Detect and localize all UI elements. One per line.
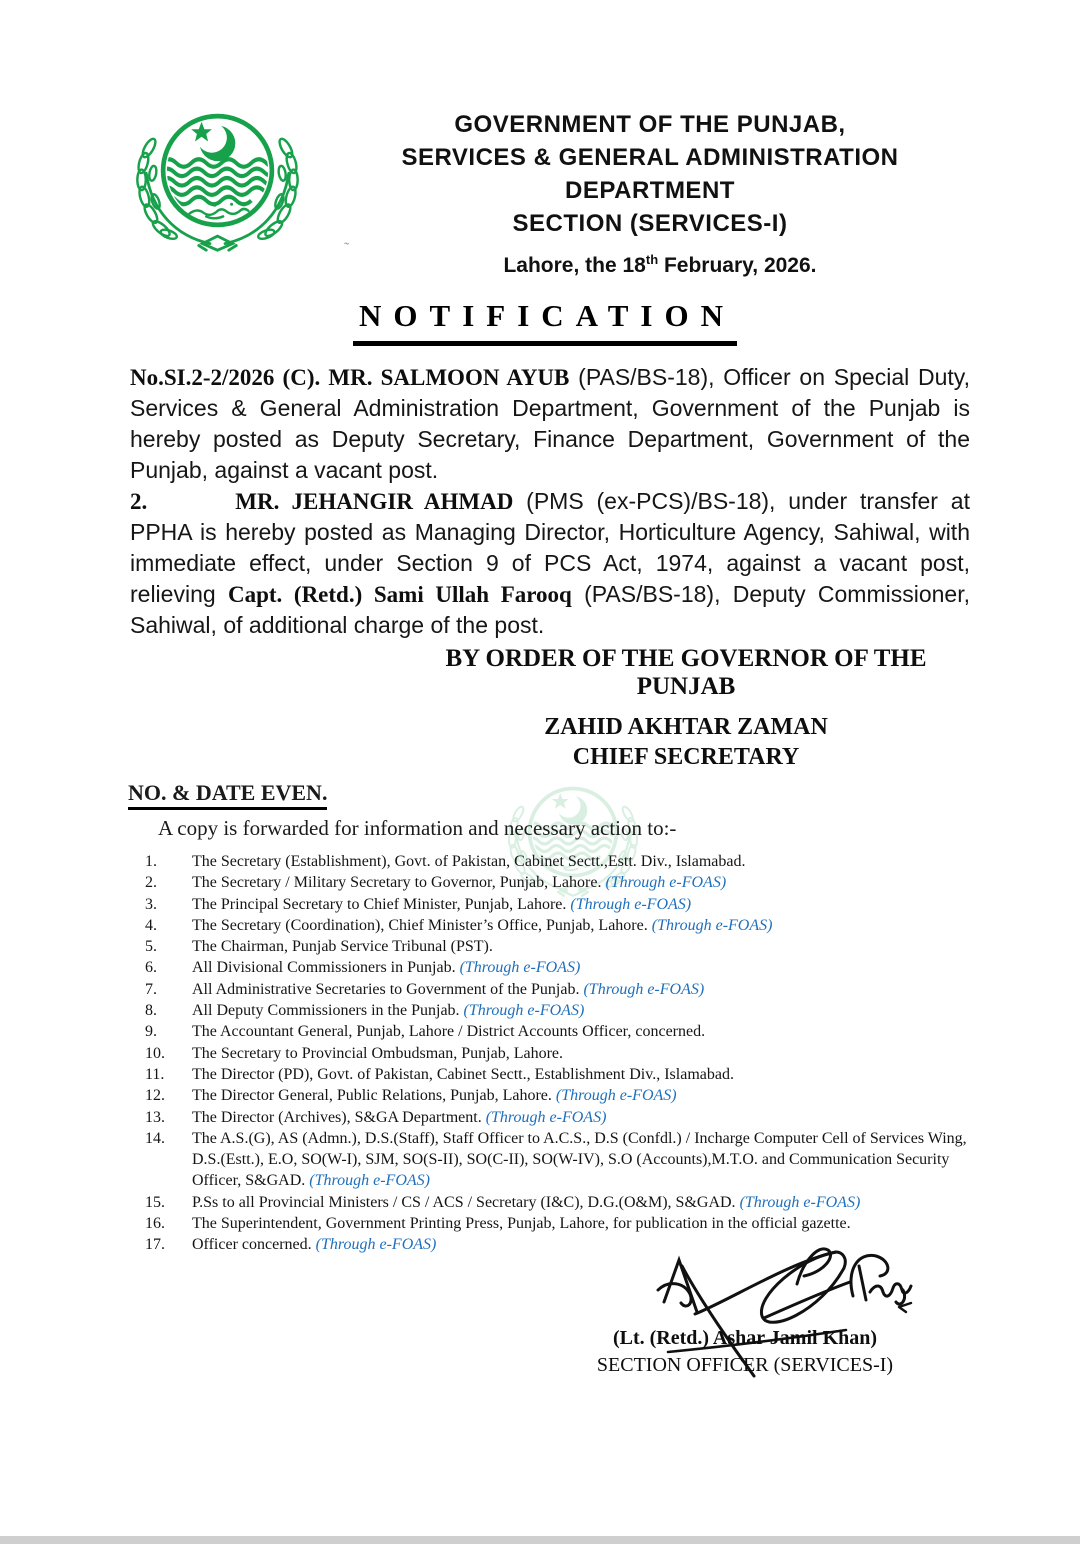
recipient-description: All Deputy Commissioners in the Punjab. — [192, 1002, 460, 1020]
signatory-block — [402, 712, 970, 772]
recipient-text — [192, 1128, 987, 1192]
recipient-description: The Accountant General, Punjab, Lahore / District Accounts Officer, concerned. — [192, 1023, 706, 1041]
recipient-row — [145, 1213, 987, 1234]
recipient-description: The Director General, Public Relations, Punjab, Lahore. — [192, 1087, 552, 1105]
recipient-row — [145, 915, 987, 936]
efoas-note: (Through e-FOAS) — [463, 1002, 585, 1020]
recipient-number: 11. — [145, 1065, 165, 1083]
efoas-note: (Through e-FOAS) — [459, 959, 581, 977]
no-and-date-heading-text: NO. & DATE EVEN. — [128, 780, 327, 810]
recipient-number: 12. — [145, 1087, 165, 1105]
recipient-description: The Director (Archives), S&GA Department. — [192, 1108, 482, 1126]
title-wrap — [130, 298, 960, 346]
paragraph-2-number: 2. — [130, 489, 148, 514]
efoas-note: (Through e-FOAS) — [605, 874, 727, 892]
date-line — [340, 252, 980, 278]
header-line-4: SECTION (SERVICES-I) — [512, 210, 788, 237]
recipient-row — [145, 1000, 987, 1021]
recipient-number: 10. — [145, 1044, 165, 1062]
recipient-number: 9. — [145, 1023, 157, 1041]
recipient-text — [192, 1000, 987, 1021]
efoas-note: (Through e-FOAS) — [739, 1193, 861, 1211]
recipient-description: P.Ss to all Provincial Ministers / CS / ACS / Secretary (I&C), D.G.(O&M), S&GAD. — [192, 1193, 736, 1211]
recipient-number: 1. — [145, 853, 157, 870]
paragraph-2-body-1: (PMS (ex-PCS)/BS-18), under transfer at PPHA is hereby posted as Managing Director, Horticulture Agency, Sahiwal, with immediate effect, under Section 9 of PCS Act, 1974, against a vacant post, relieving — [130, 488, 970, 607]
no-and-date-heading — [128, 780, 327, 806]
paragraph-1 — [130, 362, 970, 486]
recipient-text — [192, 979, 987, 1000]
efoas-note: (Through e-FOAS) — [570, 895, 692, 913]
recipient-row — [145, 979, 987, 1000]
recipient-text — [192, 1107, 987, 1128]
recipient-description: The A.S.(G), AS (Admn.), D.S.(Staff), Staff Officer to A.C.S., D.S (Confdl.) / Incharge Computer Cell of Services Wing, D.S.(Estt.), E.O, SO(W-I), SJM, SO(S-II), SO(C-II), SO(W-IV), S.O (Accounts),M.T.O. and Communication Security Officer, S&GAD. — [192, 1129, 967, 1190]
header-line-3: DEPARTMENT — [565, 177, 735, 204]
recipient-text — [192, 851, 987, 872]
recipient-row — [145, 1064, 987, 1085]
recipient-description: Officer concerned. — [192, 1236, 312, 1254]
distribution-list — [145, 851, 987, 1256]
efoas-note: (Through e-FOAS) — [309, 1172, 430, 1190]
recipient-number: 13. — [145, 1108, 165, 1126]
recipient-number: 3. — [145, 895, 157, 913]
page-title: NOTIFICATION — [353, 298, 737, 346]
recipient-description: The Principal Secretary to Chief Minister, Punjab, Lahore. — [192, 895, 567, 913]
recipient-description: All Divisional Commissioners in Punjab. — [192, 959, 456, 977]
recipient-description: The Secretary (Coordination), Chief Minister’s Office, Punjab, Lahore. — [192, 916, 648, 934]
recipient-row — [145, 1192, 987, 1213]
header-line-2: SERVICES & GENERAL ADMINISTRATION — [401, 144, 899, 171]
recipient-row — [145, 936, 987, 957]
recipient-number: 6. — [145, 959, 157, 977]
recipient-description: The Superintendent, Government Printing Press, Punjab, Lahore, for publication in the official gazette. — [192, 1215, 851, 1233]
recipient-text — [192, 915, 987, 936]
signatory-name: ZAHID AKHTAR ZAMAN — [544, 714, 828, 740]
scan-bottom-edge — [0, 1536, 1080, 1544]
recipient-text — [192, 1085, 987, 1106]
recipient-description: The Chairman, Punjab Service Tribunal (PST). — [192, 938, 493, 956]
recipient-row — [145, 1107, 987, 1128]
header-line-1: GOVERNMENT OF THE PUNJAB, — [454, 111, 846, 138]
recipient-description: The Secretary / Military Secretary to Governor, Punjab, Lahore. — [192, 874, 602, 892]
recipient-text — [192, 957, 987, 978]
recipient-text — [192, 1064, 987, 1085]
paragraph-2 — [130, 486, 970, 641]
scan-artifact-mark: ˜ — [344, 240, 350, 257]
recipient-description: All Administrative Secretaries to Government of the Punjab. — [192, 980, 580, 998]
department-header — [320, 108, 980, 240]
punjab-crest-logo — [120, 103, 315, 253]
recipient-text — [192, 1234, 987, 1255]
recipient-description: The Secretary to Provincial Ombudsman, Punjab, Lahore. — [192, 1044, 564, 1062]
efoas-note: (Through e-FOAS) — [315, 1236, 437, 1254]
recipient-row — [145, 957, 987, 978]
recipient-text — [192, 1213, 987, 1234]
recipient-row — [145, 872, 987, 893]
signer-name: (Lt. (Retd.) Ashar Jamil Khan) — [612, 1327, 878, 1349]
efoas-note: (Through e-FOAS) — [555, 1087, 677, 1105]
recipient-number: 2. — [145, 874, 157, 892]
recipient-description: The Secretary (Establishment), Govt. of Pakistan, Cabinet Sectt.,Estt. Div., Islamabad. — [192, 853, 746, 870]
paragraph-2-body-2: (PAS/BS-18), Deputy Commissioner, Sahiwal, of additional charge of the post. — [130, 581, 971, 638]
efoas-note: (Through e-FOAS) — [485, 1108, 607, 1126]
signatory-title: CHIEF SECRETARY — [572, 744, 800, 770]
recipient-text — [192, 894, 987, 915]
recipient-text — [192, 936, 987, 957]
recipient-number: 4. — [145, 916, 157, 934]
recipient-number: 15. — [145, 1193, 165, 1211]
recipient-row — [145, 851, 987, 872]
officer-name-sami-ullah-farooq: Capt. (Retd.) Sami Ullah Farooq — [227, 582, 572, 607]
signer-title: SECTION OFFICER (SERVICES-I) — [596, 1354, 894, 1376]
recipient-text — [192, 1192, 987, 1213]
paragraph-1-body: (PAS/BS-18), Officer on Special Duty, Services & General Administration Department, Government of the Punjab is hereby posted as Deputy Secretary, Finance Department, Government of the Punjab, against a vacant post. — [130, 364, 970, 483]
efoas-note: (Through e-FOAS) — [583, 980, 705, 998]
recipient-number: 5. — [145, 938, 157, 956]
date-prefix: Lahore, the 18 — [503, 254, 646, 277]
recipient-number: 16. — [145, 1215, 165, 1233]
recipient-row — [145, 1043, 987, 1064]
recipient-text — [192, 1043, 987, 1064]
recipient-number: 17. — [145, 1236, 165, 1254]
recipient-row — [145, 1021, 987, 1042]
copy-forwarded-line: A copy is forwarded for information and necessary action to:- — [158, 816, 677, 840]
date-ordinal-superscript: th — [645, 252, 659, 267]
recipient-row — [145, 1085, 987, 1106]
recipient-text — [192, 872, 987, 893]
reference-number-and-officer-name: No.SI.2-2/2026 (C). MR. SALMOON AYUB — [130, 365, 570, 390]
by-order-line: BY ORDER OF THE GOVERNOR OF THE PUNJAB — [445, 645, 927, 700]
officer-name-jehangir-ahmad: MR. JEHANGIR AHMAD — [235, 489, 514, 514]
date-suffix: February, 2026. — [658, 254, 817, 277]
recipient-number: 8. — [145, 1002, 157, 1020]
recipient-row — [145, 1128, 987, 1192]
signer-block — [560, 1325, 930, 1379]
recipient-number: 7. — [145, 980, 157, 998]
recipient-row — [145, 1234, 987, 1255]
recipient-text — [192, 1021, 987, 1042]
recipient-number: 14. — [145, 1129, 165, 1147]
recipient-description: The Director (PD), Govt. of Pakistan, Cabinet Sectt., Establishment Div., Islamabad. — [192, 1065, 734, 1083]
efoas-note: (Through e-FOAS) — [651, 916, 773, 934]
recipient-row — [145, 894, 987, 915]
